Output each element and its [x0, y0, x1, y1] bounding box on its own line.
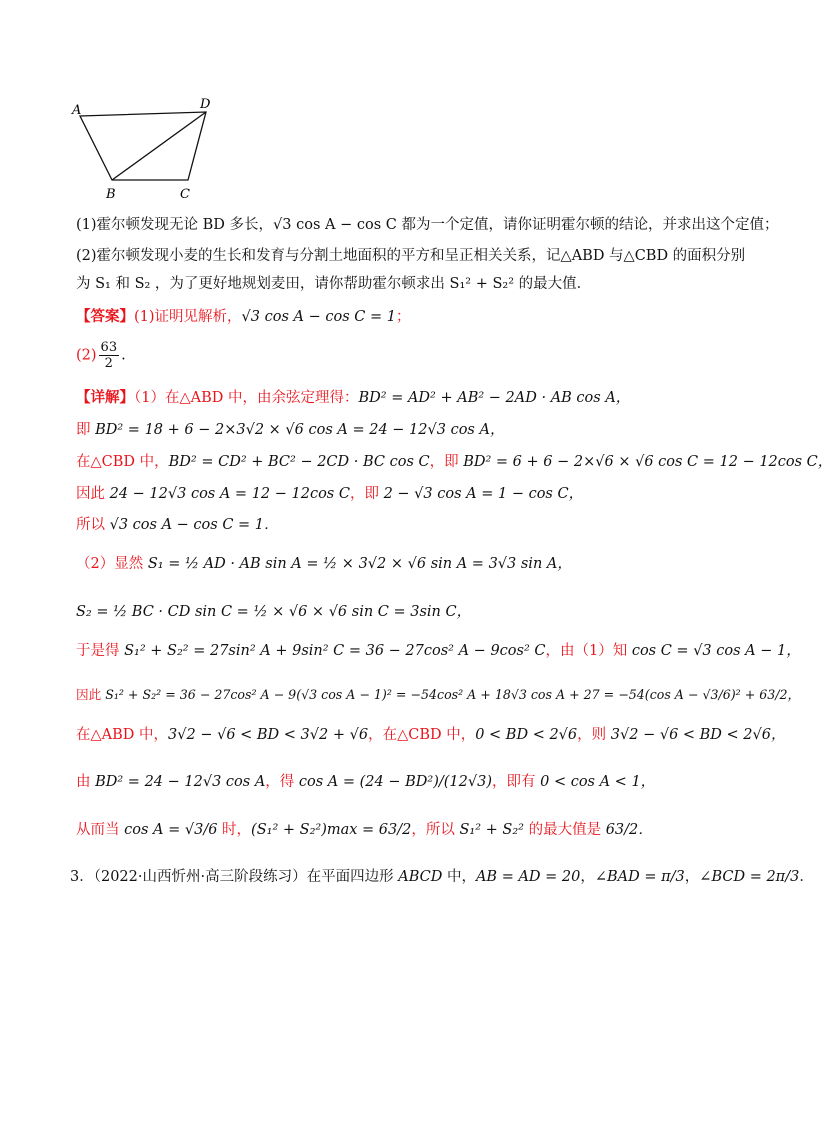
question-part-2-text-1: (2)霍尔顿发现小麦的生长和发育与分割土地面积的平方和呈正相关关系，记△ABD 与△CBD 的面积分别 — [76, 248, 746, 264]
detail-line-3 — [76, 451, 832, 473]
question-3-text-4: ． — [799, 869, 814, 885]
detail-l2-math: BD² = 18 + 6 − 2×3√2 × √6 cos A = 24 − 12√3 cos A， — [95, 422, 505, 438]
detail-l1-math: BD² = AD² + AB² − 2AD · AB cos A， — [358, 390, 631, 406]
detail-l12-text-2: 时， — [217, 822, 252, 838]
question-part-2-line-1 — [76, 245, 745, 267]
question-3-source: （2022·山西忻州·高三阶段练习）在平面四边形 — [93, 869, 399, 885]
question-part-2-line-2 — [76, 273, 591, 295]
detail-l3-math-1: BD² = CD² + BC² − 2CD · BC cos C — [168, 454, 430, 470]
detail-l11-text: 由 — [76, 774, 96, 790]
detail-l4-math-2: 2 − √3 cos A = 1 − cos C， — [383, 486, 584, 502]
answer-line-2 — [76, 340, 126, 371]
answer-part-2-numerator: 63 — [100, 340, 118, 355]
detail-l10-text-3: ，则 — [577, 727, 611, 743]
detail-l1-text: （1）在△ABD 中，由余弦定理得： — [134, 390, 359, 406]
question-3-text-1: 中， — [442, 869, 476, 885]
question-3 — [70, 866, 814, 888]
label-d: D — [200, 97, 211, 112]
question-3-math-3: ∠BAD = π/3 — [594, 869, 685, 885]
detail-line-10 — [76, 724, 786, 746]
detail-line-5 — [76, 514, 279, 536]
question-3-math-4: ∠BCD = 2π/3 — [699, 869, 800, 885]
detail-line-6 — [76, 553, 572, 575]
detail-l10-math-2: 0 < BD < 2√6 — [475, 727, 578, 743]
answer-part-2-fraction — [99, 340, 120, 371]
answer-part-1-prefix: (1)证明见解析， — [134, 309, 242, 325]
detail-l11-text-3: ，即有 — [492, 774, 541, 790]
detail-l10-text-2: ，在△CBD 中， — [368, 727, 476, 743]
question-3-math-1: ABCD — [398, 869, 443, 885]
answer-line-1 — [76, 306, 410, 328]
detail-l3-text-2: ，即 — [429, 454, 464, 470]
detail-l12-math-3: S₁² + S₂² — [459, 822, 524, 838]
question-3-number: 3． — [70, 869, 94, 885]
answer-part-2-denominator: 2 — [104, 356, 113, 371]
detail-l4-text: 因此 — [76, 486, 110, 502]
detail-l8-text-2: ，由（1）知 — [545, 643, 632, 659]
answer-part-2-prefix: (2) — [76, 347, 97, 364]
label-b: B — [106, 187, 116, 202]
detail-l11-math-3: 0 < cos A < 1， — [540, 774, 656, 790]
detail-l12-text: 从而当 — [76, 822, 125, 838]
detail-l11-math-2: cos A = (24 − BD²)/(12√3) — [298, 774, 492, 790]
detail-l12-math-2: (S₁² + S₂²)max = 63/2 — [251, 822, 412, 838]
detail-l10-math: 3√2 − √6 < BD < 3√2 + √6 — [168, 727, 369, 743]
detail-line-8 — [76, 640, 801, 662]
detail-line-12 — [76, 819, 653, 841]
detail-l8-math: S₁² + S₂² = 27sin² A + 9sin² C = 36 − 27cos² A − 9cos² C — [124, 643, 546, 659]
detail-l4-text-2: ，即 — [349, 486, 384, 502]
detail-line-9 — [76, 684, 800, 706]
question-part-1 — [76, 214, 778, 236]
answer-tag: 【答案】 — [76, 308, 134, 325]
detail-l2-text: 即 — [76, 422, 96, 438]
detail-l12-text-4: 的最大值是 — [523, 822, 606, 838]
detail-l11-text-2: ，得 — [265, 774, 299, 790]
detail-l8-text: 于是得 — [76, 643, 125, 659]
detail-line-1 — [76, 387, 630, 409]
detail-l4-math: 24 − 12√3 cos A = 12 − 12cos C — [109, 486, 350, 502]
detail-line-7 — [76, 601, 471, 623]
detail-l6-math: S₁ = ½ AD · AB sin A = ½ × 3√2 × √6 sin A = 3√3 sin A， — [147, 556, 572, 572]
label-a: A — [72, 103, 82, 118]
detail-line-2 — [76, 419, 504, 441]
detail-l5-text: 所以 — [76, 517, 110, 533]
detail-l5-math: √3 cos A − cos C = 1． — [109, 517, 279, 533]
diagonal-bd — [112, 112, 206, 180]
detail-l11-math: BD² = 24 − 12√3 cos A — [95, 774, 266, 790]
detail-l6-text: （2）显然 — [76, 556, 148, 572]
answer-part-1-math: √3 cos A − cos C = 1 — [241, 309, 396, 325]
detail-l10-text: 在△ABD 中， — [76, 727, 169, 743]
detail-l12-math-4: 63/2． — [605, 822, 653, 838]
question-part-2-text-2: 为 S₁ 和 S₂ ，为了更好地规划麦田，请你帮助霍尔顿求出 S₁² + S₂² 的最大值． — [76, 276, 592, 292]
detail-l12-text-3: ，所以 — [411, 822, 460, 838]
question-part-1-text: (1)霍尔顿发现无论 BD 多长，√3 cos A − cos C 都为一个定值，请你证明霍尔顿的结论，并求出这个定值； — [76, 217, 779, 233]
detail-l10-math-3: 3√2 − √6 < BD < 2√6， — [610, 727, 786, 743]
quadrilateral-figure — [70, 92, 230, 204]
detail-line-11 — [76, 771, 655, 793]
detail-l8-math-2: cos C = √3 cos A − 1， — [631, 643, 801, 659]
detail-l12-math: cos A = √3/6 — [124, 822, 218, 838]
question-3-math-2: AB = AD = 20 — [475, 869, 581, 885]
detail-l3-text: 在△CBD 中， — [76, 454, 169, 470]
quadrilateral-outline — [80, 112, 206, 180]
question-3-text-3: ， — [684, 869, 700, 885]
detail-l3-math-2: BD² = 6 + 6 − 2×√6 × √6 cos C = 12 − 12cos C， — [463, 454, 832, 470]
label-c: C — [180, 187, 190, 202]
detail-l9-text: 因此 — [76, 687, 106, 702]
detail-line-4 — [76, 483, 583, 505]
answer-part-1-suffix: ； — [395, 309, 411, 325]
detail-l9-math: S₁² + S₂² = 36 − 27cos² A − 9(√3 cos A − 1)² = −54cos² A + 18√3 cos A + 27 = −54(cos A − √3/6)² + 63/2， — [105, 687, 801, 702]
question-3-text-2: ， — [580, 869, 595, 885]
detail-tag: 【详解】 — [76, 389, 134, 406]
answer-part-2-suffix: . — [121, 347, 126, 364]
detail-l7-math: S₂ = ½ BC · CD sin C = ½ × √6 × √6 sin C = 3sin C， — [76, 604, 472, 620]
